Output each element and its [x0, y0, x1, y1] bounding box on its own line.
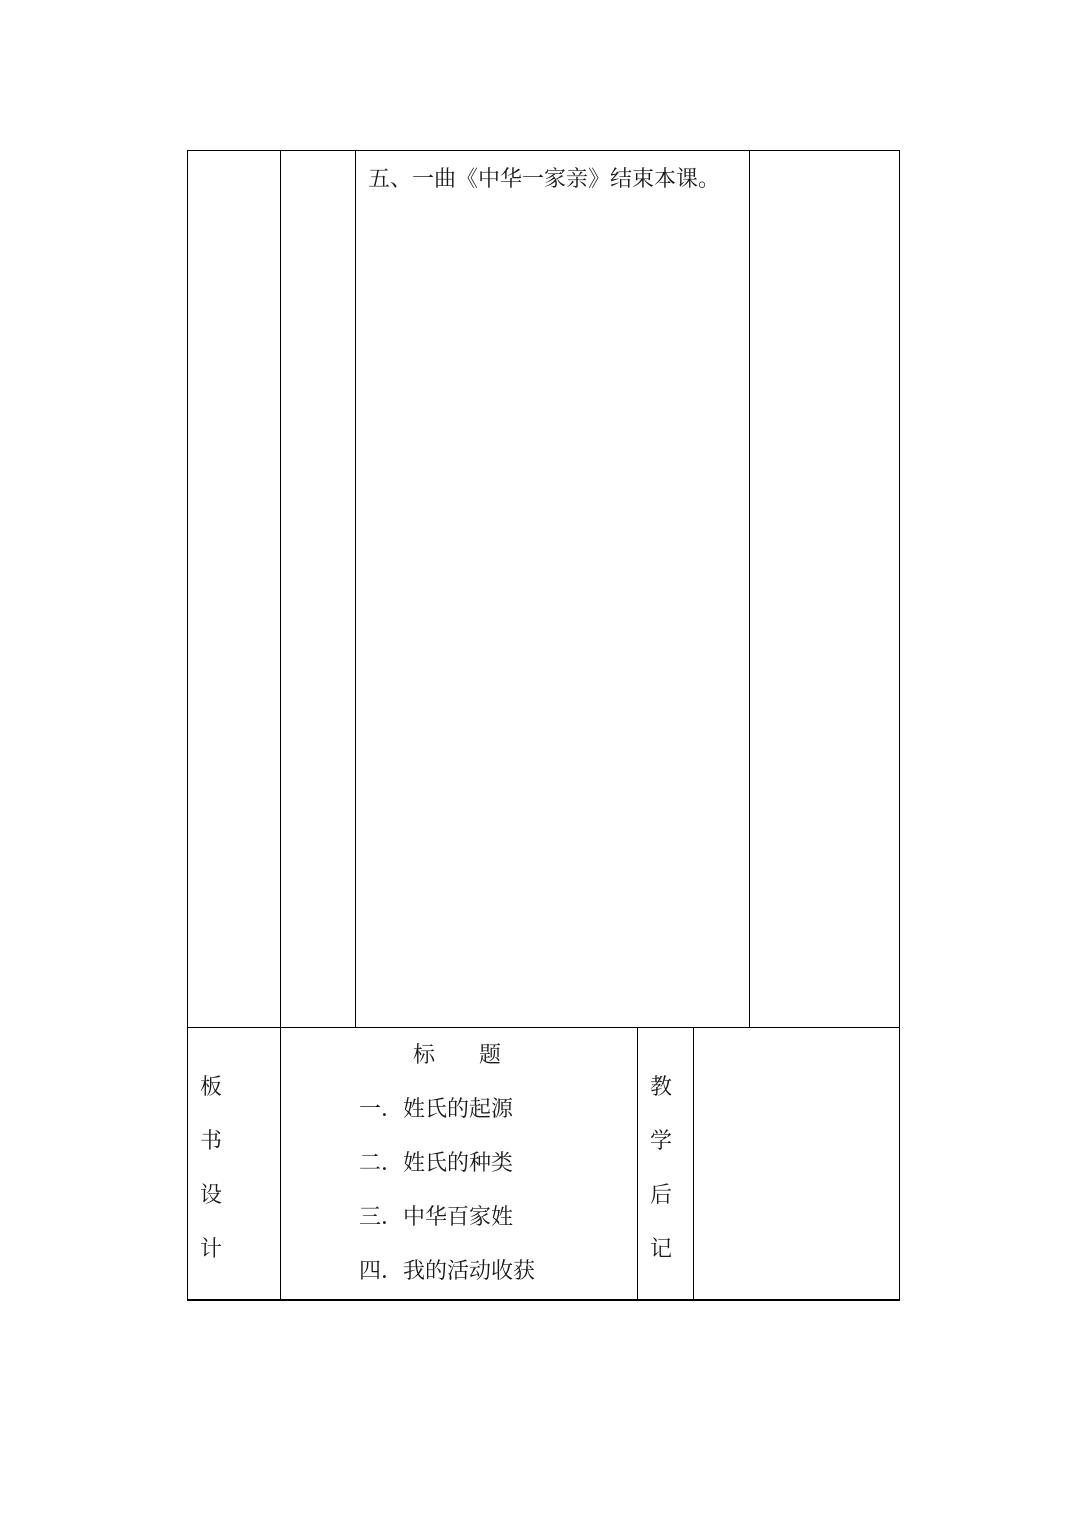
column-divider-1 [280, 150, 281, 1301]
upper-column-divider-2 [355, 150, 356, 1027]
closing-activity-text: 五、一曲《中华一家亲》结束本课。 [368, 167, 721, 192]
board-title: 标 题 [413, 1043, 502, 1068]
board-item-1: 一．姓氏的起源 [359, 1097, 514, 1122]
board-design-label-char: 设 [199, 1183, 222, 1208]
board-design-label-char: 计 [199, 1237, 222, 1262]
teaching-notes-label-char: 后 [649, 1183, 672, 1208]
teaching-notes-label-char: 教 [649, 1075, 672, 1100]
board-design-label [196, 1061, 226, 1277]
table-left-border [187, 150, 188, 1301]
table-bottom-border [187, 1299, 900, 1301]
board-design-label-char: 板 [199, 1075, 222, 1100]
table-top-border [187, 150, 900, 151]
lower-column-divider-3 [693, 1027, 694, 1300]
table-right-border [899, 150, 900, 1301]
section-divider [187, 1027, 900, 1028]
teaching-notes-label-char: 学 [649, 1129, 672, 1154]
teaching-notes-label [646, 1061, 676, 1277]
lower-column-divider-2 [637, 1027, 638, 1300]
board-item-4: 四．我的活动收获 [359, 1259, 536, 1284]
board-item-3: 三．中华百家姓 [359, 1205, 514, 1230]
board-design-label-char: 书 [199, 1129, 222, 1154]
board-item-2: 二．姓氏的种类 [359, 1151, 514, 1176]
teaching-notes-label-char: 记 [649, 1237, 672, 1262]
upper-column-divider-3 [749, 150, 750, 1027]
